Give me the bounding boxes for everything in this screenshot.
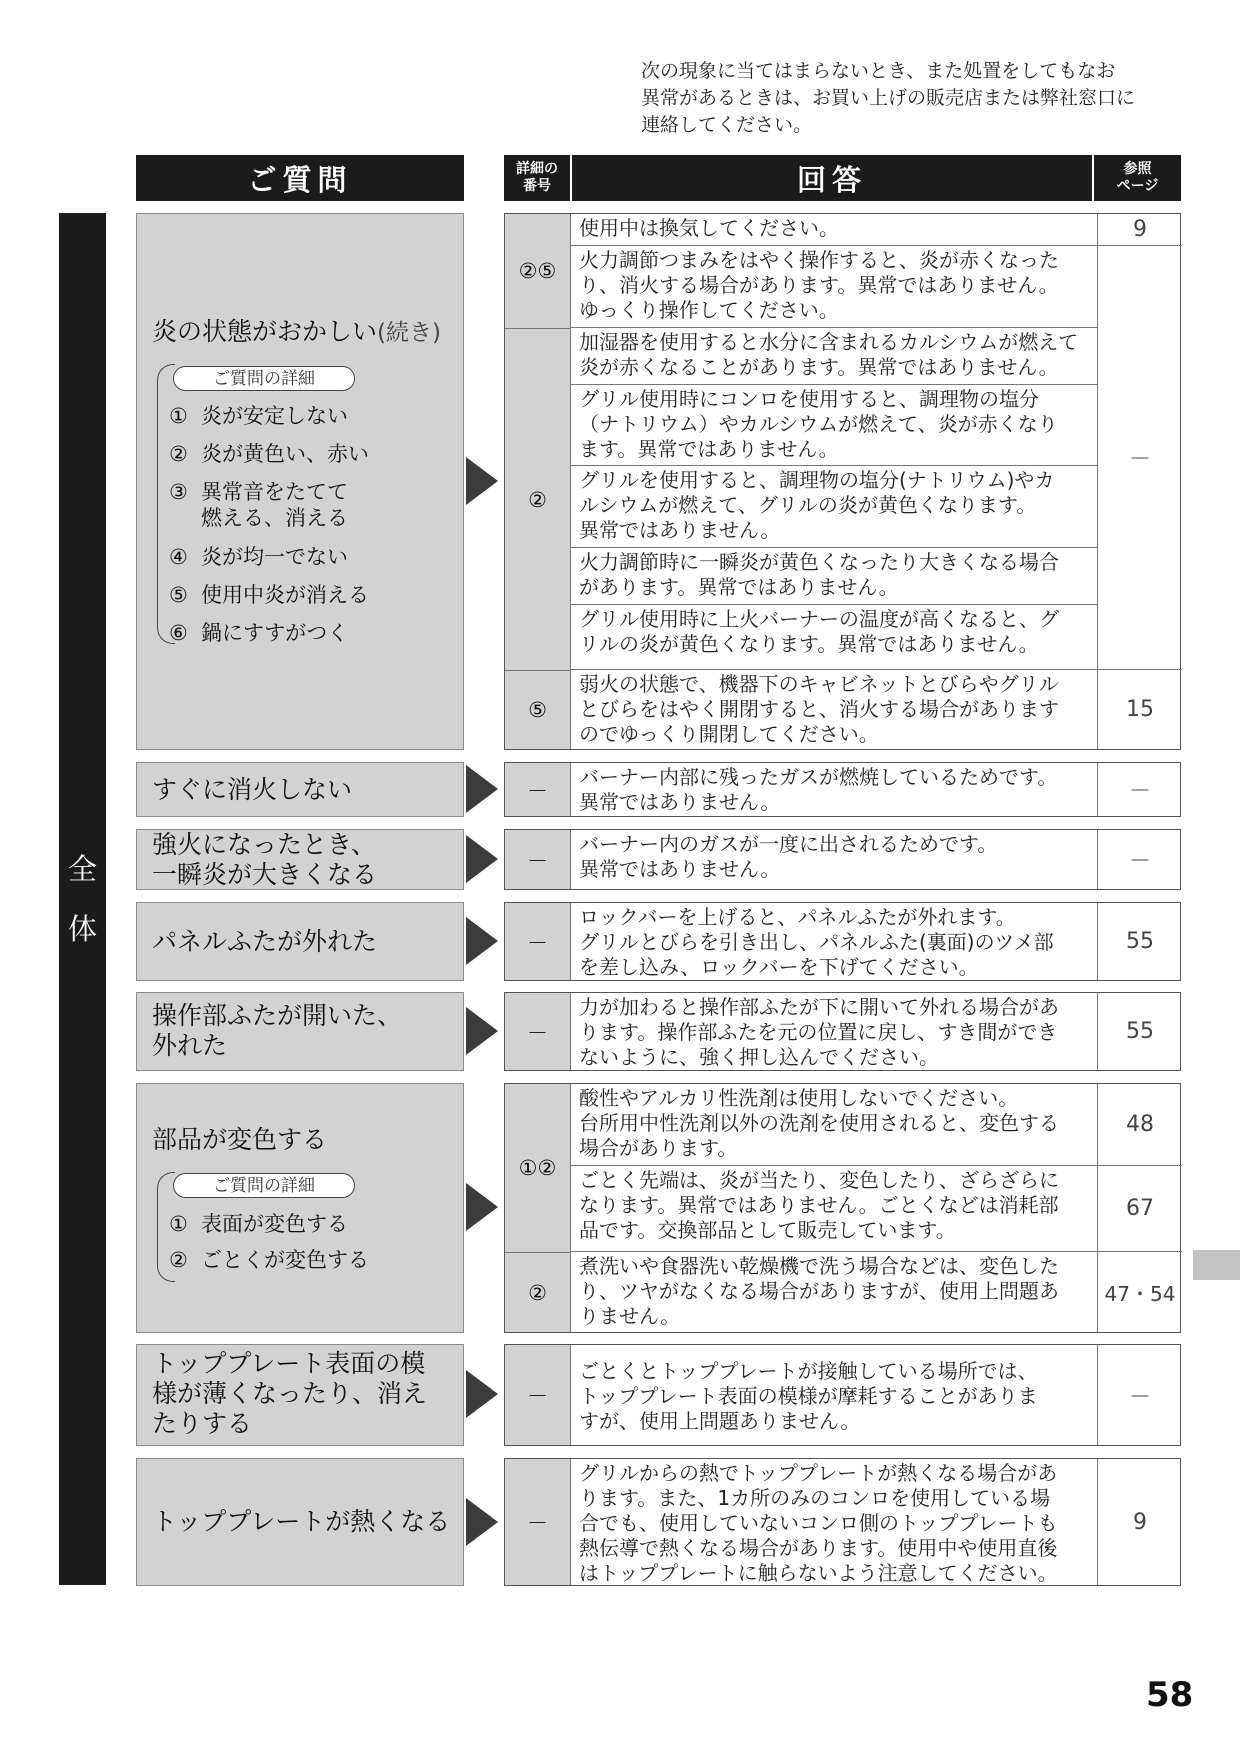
question-box-flame <box>136 213 464 750</box>
arrow-right-icon <box>466 1007 498 1055</box>
question-title: 炎の状態がおかしい(続き) <box>152 317 441 346</box>
header-detail-number <box>504 155 570 201</box>
answer-text: 煮洗いや食器洗い乾燥機で洗う場合などは、変色した り、ツヤがなくなる場合がありますが、使用上問題あ りません。 <box>579 1254 1059 1328</box>
question-title: 部品が変色する <box>152 1125 328 1154</box>
arrow-right-icon <box>466 1370 498 1418</box>
question-box-pattern-wear <box>136 1344 464 1446</box>
detail-number: ② <box>505 1252 571 1332</box>
answer-text: 力が加わると操作部ふたが下に開いて外れる場合があ ります。操作部ふたを元の位置に戻し、すき間ができ ないように、強く押し込んでください。 <box>579 995 1059 1069</box>
answer-block <box>504 762 1181 817</box>
detail-number: ② <box>505 328 571 670</box>
arrow-right-icon <box>466 917 498 965</box>
ref-page: － <box>1097 763 1182 816</box>
answer-text: 弱火の状態で、機器下のキャビネットとびらやグリル とびらをはやく開閉すると、消火する場合があります のでゆっくり開閉してください。 <box>579 672 1059 746</box>
arrow-right-icon <box>466 835 498 883</box>
detail-number: － <box>505 830 571 889</box>
header-ref-line: 参照 <box>1123 161 1152 177</box>
intro-line: 次の現象に当てはまらないとき、また処置をしてもなお <box>641 60 1116 82</box>
question-title: パネルふたが外れた <box>152 927 378 956</box>
answer-block <box>504 1083 1181 1333</box>
detail-number: － <box>505 1459 571 1585</box>
answer-text: グリル使用時に上火バーナーの温度が高くなると、グ リルの炎が黄色くなります。異常ではありません。 <box>571 605 1097 670</box>
ref-page: － <box>1097 830 1182 889</box>
answer-text: ごとくとトッププレートが接触している場所では、 トッププレート表面の模様が摩耗することがありま すが、使用上問題ありません。 <box>579 1359 1038 1433</box>
header-ref-page <box>1094 155 1181 201</box>
detail-item: ② 炎が黄色い、赤い <box>169 442 369 466</box>
detail-item: ① 炎が安定しない <box>169 404 348 428</box>
detail-number: ⑤ <box>505 670 571 749</box>
arrow-right-icon <box>466 457 498 505</box>
ref-page: 48 <box>1097 1084 1182 1166</box>
ref-page: 9 <box>1097 1459 1182 1585</box>
detail-number: － <box>505 1345 571 1445</box>
header-answer: 回答 <box>572 155 1092 201</box>
question-title: トッププレートが熱くなる <box>152 1507 451 1536</box>
answer-block <box>504 902 1181 981</box>
answer-text: ごとく先端は、炎が当たり、変色したり、ざらざらに なります。異常ではありません。ごとくなどは消耗部 品です。交換部品として販売しています。 <box>571 1166 1097 1252</box>
question-subtitle: (続き) <box>377 320 441 346</box>
question-box-control-lid <box>136 992 464 1071</box>
answer-text: グリルを使用すると、調理物の塩分(ナトリウム)やカ ルシウムが燃えて、グリルの炎が黄色くなります。 異常ではありません。 <box>571 466 1097 548</box>
header-detail-number-line: 番号 <box>523 178 551 194</box>
header-ref-line: ページ <box>1116 178 1159 194</box>
answer-text: バーナー内部に残ったガスが燃焼しているためです。 異常ではありません。 <box>579 765 1058 814</box>
intro-line: 異常があるときは、お買い上げの販売店または弊社窓口に <box>641 87 1136 109</box>
question-title: 強火になったとき、 一瞬炎が大きくなる <box>152 830 378 889</box>
question-box-flame-burst <box>136 829 464 890</box>
question-title: すぐに消火しない <box>152 775 353 804</box>
arrow-right-icon <box>466 1183 498 1231</box>
ref-page: 9 <box>1097 214 1182 246</box>
ref-page: 67 <box>1097 1166 1182 1252</box>
ref-page: 55 <box>1097 993 1182 1070</box>
answer-text: グリルからの熱でトッププレートが熱くなる場合があ ります。また、1カ所のみのコンロを使用している場 合でも、使用していないコンロ側のトッププレートも 熱伝導で熱くなる場合があります。使用中や使用直後 はトッププレートに触らないよう注意してください。 <box>579 1461 1058 1585</box>
arrow-right-icon <box>466 1498 498 1546</box>
detail-label: ご質問の詳細 <box>173 1173 355 1198</box>
question-box-panel-lid <box>136 902 464 981</box>
answer-text: 火力調節つまみをはやく操作すると、炎が赤くなった り、消火する場合があります。異常ではありません。 ゆっくり操作してください。 <box>571 246 1097 328</box>
arrow-right-icon <box>466 765 498 813</box>
answer-text: 火力調節時に一瞬炎が黄色くなったり大きくなる場合 があります。異常ではありません。 <box>571 548 1097 605</box>
answer-text: ロックバーを上げると、パネルふたが外れます。 グリルとびらを引き出し、パネルふた(裏面)のツメ部 を差し込み、ロックバーを下げてください。 <box>579 905 1054 979</box>
detail-number: － <box>505 763 571 816</box>
ref-page: 55 <box>1097 903 1182 980</box>
answer-text: 酸性やアルカリ性洗剤は使用しないでください。 台所用中性洗剤以外の洗剤を使用されると、変色する 場合があります。 <box>571 1084 1097 1166</box>
answer-text: バーナー内のガスが一度に出されるためです。 異常ではありません。 <box>579 832 998 881</box>
answer-text: 使用中は換気してください。 <box>571 214 1097 246</box>
detail-number: － <box>505 993 571 1070</box>
intro-note <box>641 58 1201 139</box>
answer-block <box>504 829 1181 890</box>
detail-item: ③ 異常音をたてて 燃える、消える <box>169 480 348 530</box>
ref-page: 15 <box>1097 670 1182 749</box>
ref-page: － <box>1097 1345 1182 1445</box>
page-number: 58 <box>1146 1675 1194 1715</box>
detail-item: ④ 炎が均一でない <box>169 545 348 569</box>
detail-item: ① 表面が変色する <box>169 1212 348 1236</box>
side-category-label: 全体 <box>59 213 106 1585</box>
index-tab <box>1193 1250 1240 1280</box>
detail-number: ①② <box>505 1084 571 1252</box>
answer-block <box>504 1458 1181 1586</box>
answer-text: 加湿器を使用すると水分に含まれるカルシウムが燃えて 炎が赤くなることがあります。異常ではありません。 <box>571 328 1097 385</box>
question-title: 操作部ふたが開いた、 外れた <box>152 1001 403 1060</box>
detail-number: － <box>505 903 571 980</box>
ref-page: － <box>1097 246 1182 670</box>
answer-block <box>504 992 1181 1071</box>
detail-item: ⑤ 使用中炎が消える <box>169 583 369 607</box>
question-box-discoloration <box>136 1083 464 1333</box>
detail-item: ⑥ 鍋にすすがつく <box>169 621 349 645</box>
detail-number: ②⑤ <box>505 214 571 328</box>
question-box-not-extinguish <box>136 762 464 817</box>
detail-label: ご質問の詳細 <box>173 366 355 391</box>
ref-page: 47・54 <box>1097 1252 1182 1332</box>
answer-text: グリル使用時にコンロを使用すると、調理物の塩分 （ナトリウム）やカルシウムが燃えて、炎が赤くなり ます。異常ではありません。 <box>571 385 1097 466</box>
header-question: ご質問 <box>136 155 464 201</box>
header-detail-number-line: 詳細の <box>516 161 558 177</box>
detail-item: ② ごとくが変色する <box>169 1248 369 1272</box>
intro-line: 連絡してください。 <box>641 114 813 136</box>
answer-block <box>504 1344 1181 1446</box>
answer-block-flame <box>504 213 1181 750</box>
question-box-top-plate-hot <box>136 1458 464 1586</box>
question-title: トッププレート表面の模 様が薄くなったり、消え たりする <box>152 1349 428 1438</box>
